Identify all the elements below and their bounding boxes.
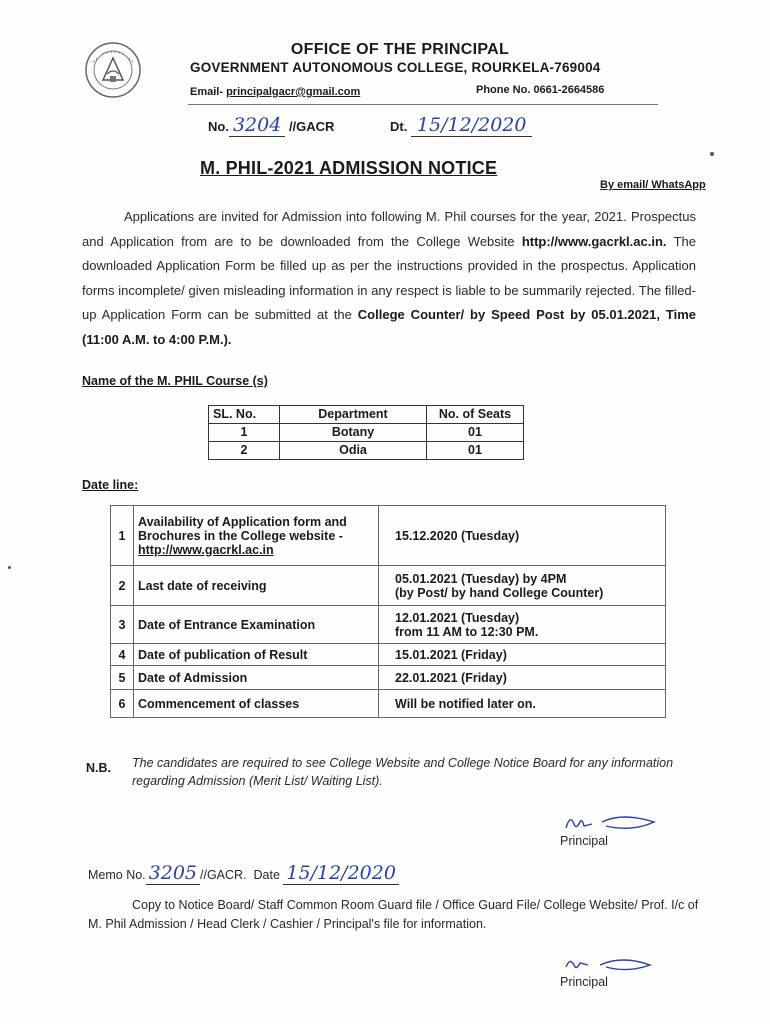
course-dept: Odia — [280, 442, 427, 460]
table-row — [111, 644, 666, 666]
courses-header-row — [209, 406, 524, 424]
courses-table — [208, 405, 524, 460]
notice-paragraph — [82, 205, 696, 352]
dateline-sn: 3 — [111, 606, 134, 644]
table-row — [209, 442, 524, 460]
ref-date-label: Dt. — [390, 119, 408, 134]
email-label: Email- — [190, 86, 224, 98]
dateline-event: Date of Entrance Examination — [134, 606, 379, 644]
copy-to-body: Copy to Notice Board/ Staff Common Room Guard file / Office Guard File/ College Website/ Prof. I/c of M. Phil Admission / Head Clerk / Cashier / Principal's file for information. — [88, 898, 699, 931]
phone-number: Phone No. 0661-2664586 — [476, 84, 605, 96]
scan-speck — [8, 566, 11, 569]
col-department: Department — [280, 406, 427, 424]
email-line — [190, 86, 360, 98]
dateline-date: Will be notified later on. — [379, 690, 666, 718]
memo-no-value: 3205 — [146, 862, 200, 885]
dateline-sn: 2 — [111, 566, 134, 606]
dateline-date-text: 05.01.2021 (Tuesday) by 4PM — [395, 571, 567, 586]
course-section-label: Name of the M. PHIL Course (s) — [82, 374, 268, 388]
col-sl-no: SL. No. — [209, 406, 280, 424]
email-link[interactable]: principalgacr@gmail.com — [226, 86, 361, 98]
notice-title: M. PHIL-2021 ADMISSION NOTICE — [200, 158, 498, 178]
ref-no-label: No. — [208, 119, 229, 134]
delivery-mode: By email/ WhatsApp — [600, 179, 706, 191]
dateline-event-text: Availability of Application form and Brochures in the College website - — [138, 514, 347, 543]
dateline-sn: 5 — [111, 666, 134, 690]
course-sl: 2 — [209, 442, 280, 460]
dateline-event: Date of publication of Result — [134, 644, 379, 666]
header-divider — [188, 104, 658, 105]
memo-suffix: //GACR. — [200, 868, 247, 882]
course-sl: 1 — [209, 424, 280, 442]
table-row — [209, 424, 524, 442]
nb-label: N.B. — [86, 761, 111, 775]
principal-designation: Principal — [560, 975, 608, 989]
table-row — [111, 690, 666, 718]
table-row — [111, 506, 666, 566]
course-seats: 01 — [427, 424, 524, 442]
office-title: OFFICE OF THE PRINCIPAL — [290, 41, 510, 58]
dateline-date: 15.01.2021 (Friday) — [379, 644, 666, 666]
nb-text: The candidates are required to see College Website and College Notice Board for any information regarding Admission (Merit List/ Waiting List). — [132, 756, 674, 788]
memo-line — [88, 862, 399, 885]
course-dept: Botany — [280, 424, 427, 442]
dateline-table — [110, 505, 666, 718]
dateline-date — [379, 606, 666, 644]
table-row — [111, 566, 666, 606]
ref-no-suffix: //GACR — [288, 119, 335, 134]
dateline-sn: 1 — [111, 506, 134, 566]
dateline-date-note: from 11 AM to 12:30 PM. — [395, 624, 539, 639]
dateline-event: Commencement of classes — [134, 690, 379, 718]
reference-number — [208, 114, 334, 137]
dateline-event — [134, 506, 379, 566]
ref-date-value: 15/12/2020 — [411, 114, 533, 137]
copy-to-text — [88, 896, 708, 934]
para-intro: Applications are invited for Admission into following M. Phil courses for the year, 2021. Prospectus and Application from are to be downloaded from the College Website — [82, 209, 696, 249]
para-instructions: The downloaded Application Form be filled up as per the instructions provided in the prospectus. Application forms incomplete/ given misleading information in any respect is liable to be summarily rejected. The filled-up Application Form can be submitted at the — [82, 233, 696, 322]
dateline-date-note: (by Post/ by hand College Counter) — [395, 585, 604, 600]
dateline-date — [379, 566, 666, 606]
website-link[interactable]: http://www.gacrkl.ac.in. — [521, 233, 667, 249]
dateline-event-link[interactable]: http://www.gacrkl.ac.in — [138, 542, 274, 557]
dateline-date: 22.01.2021 (Friday) — [379, 666, 666, 690]
scan-speck — [710, 152, 714, 156]
ref-no-value: 3204 — [229, 114, 285, 137]
reference-date — [390, 114, 532, 137]
dateline-event: Last date of receiving — [134, 566, 379, 606]
memo-label: Memo No. — [88, 868, 146, 882]
col-seats: No. of Seats — [427, 406, 524, 424]
memo-date-value: 15/12/2020 — [283, 862, 399, 885]
dateline-date-text: 12.01.2021 (Tuesday) — [395, 610, 520, 625]
table-row — [111, 606, 666, 644]
dateline-sn: 4 — [111, 644, 134, 666]
table-row — [111, 666, 666, 690]
principal-designation: Principal — [560, 834, 608, 848]
memo-date-label: Date — [253, 868, 280, 882]
dateline-label: Date line: — [82, 478, 139, 492]
dateline-event: Date of Admission — [134, 666, 379, 690]
principal-signature-icon — [562, 812, 662, 836]
dateline-sn: 6 — [111, 690, 134, 718]
course-seats: 01 — [427, 442, 524, 460]
college-name: GOVERNMENT AUTONOMOUS COLLEGE, ROURKELA-769004 — [190, 60, 601, 75]
principal-signature-icon — [560, 953, 660, 977]
college-seal-icon — [83, 40, 143, 100]
submission-details: College Counter/ by Speed Post by 05.01.2021, Time (11:00 A.M. to 4:00 P.M.). — [82, 307, 696, 347]
dateline-date: 15.12.2020 (Tuesday) — [379, 506, 666, 566]
